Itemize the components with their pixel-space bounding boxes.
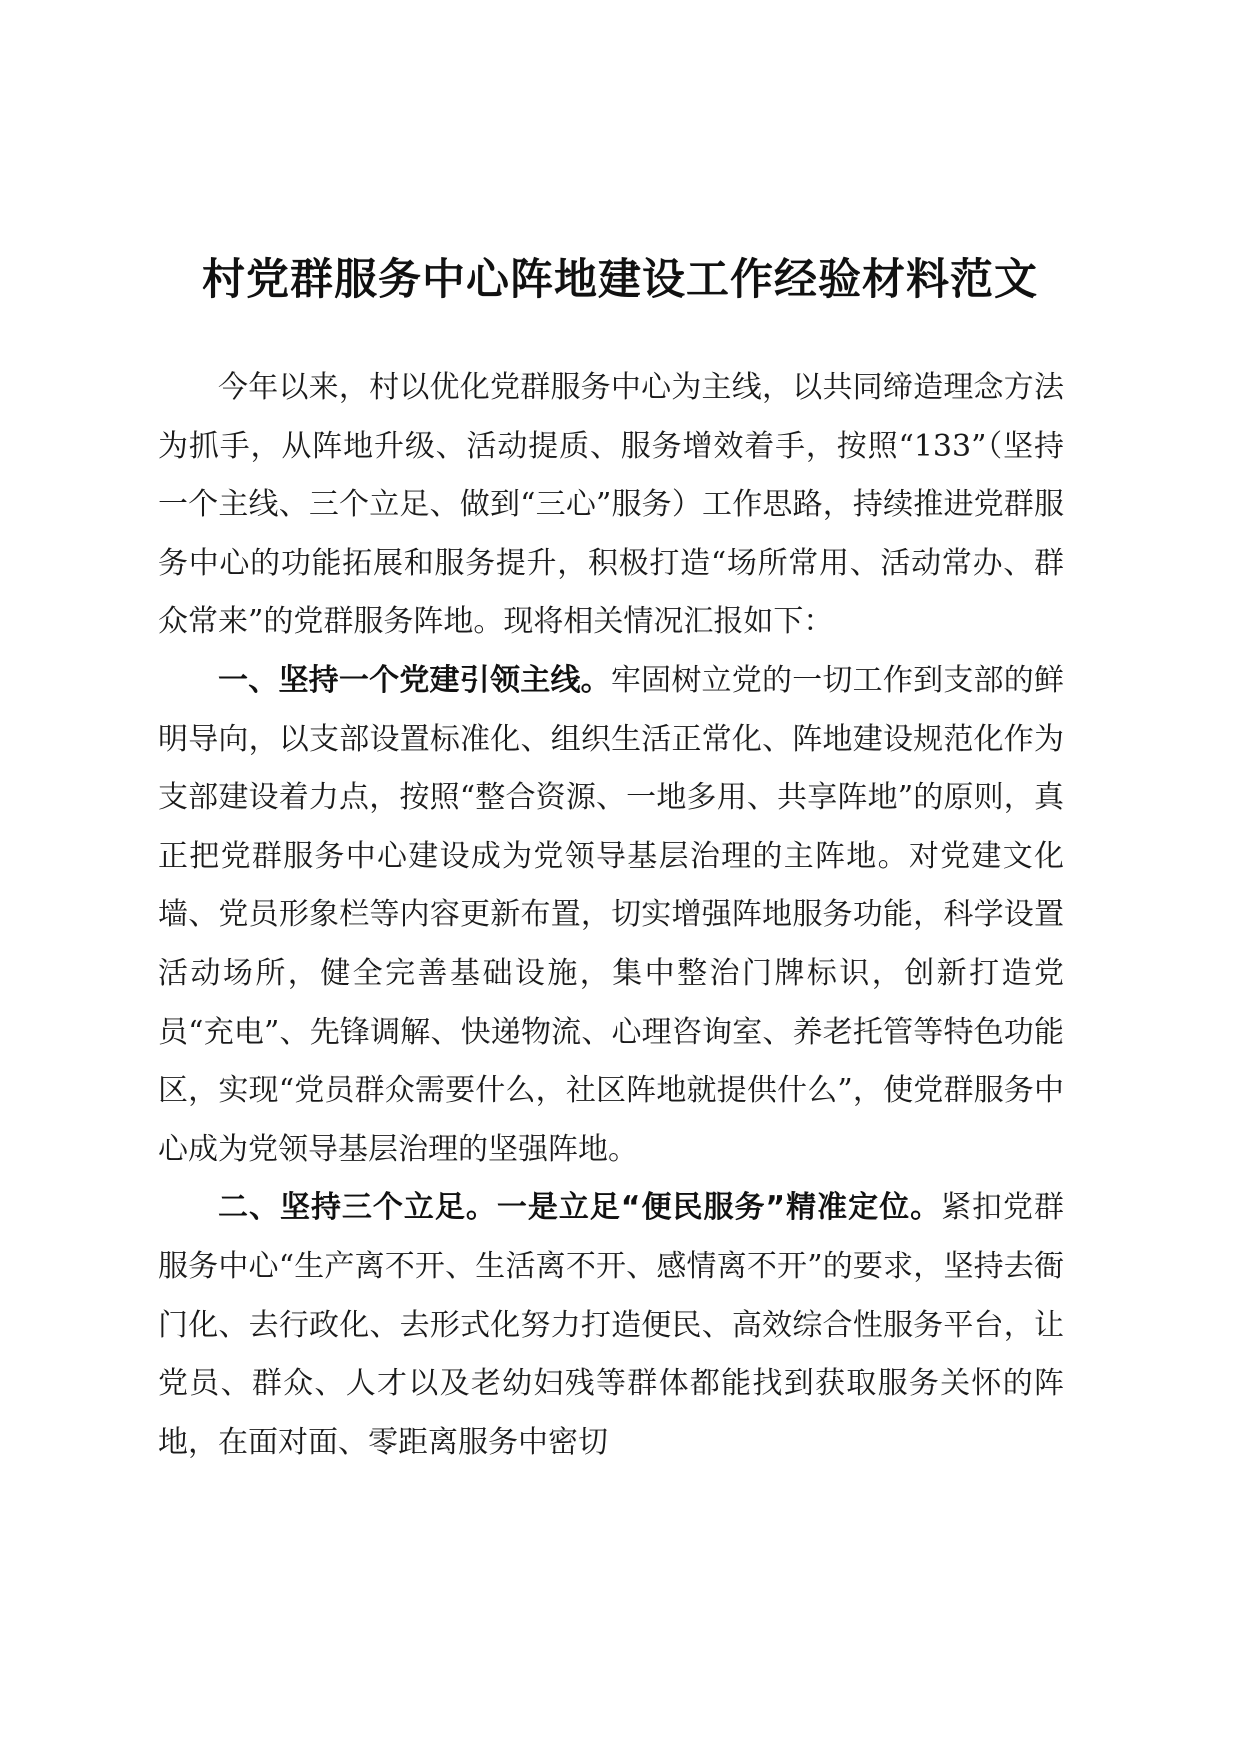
section-two-paragraph bbox=[158, 1179, 1064, 1472]
intro-paragraph-text: 今年以来，村以优化党群服务中心为主线，以共同缔造理念方法为抓手，从阵地升级、活动提质、服务增效着手，按照“133”（坚持一个主线、三个立足、做到“三心”服务）工作思路，持续推进党群服务中心的功能拓展和服务提升，积极打造“场所常用、活动常办、群众常来”的党群服务阵地。现将相关情况汇报如下： bbox=[158, 370, 1064, 640]
section-one-heading: 一、坚持一个党建引领主线。 bbox=[218, 662, 611, 698]
document-body bbox=[158, 359, 1064, 1472]
section-two-heading: 二、坚持三个立足。 bbox=[218, 1190, 497, 1226]
document-title: 村党群服务中心阵地建设工作经验材料范文 bbox=[202, 255, 1038, 305]
section-one-paragraph bbox=[158, 652, 1064, 1179]
intro-paragraph bbox=[158, 359, 1064, 652]
section-two-text: 紧扣党群服务中心“生产离不开、生活离不开、感情离不开”的要求，坚持去衙门化、去行政化、去形式化努力打造便民、高效综合性服务平台，让党员、群众、人才以及老幼妇残等群体都能找到获取服务关怀的阵地，在面对面、零距离服务中密切 bbox=[158, 1190, 1065, 1460]
section-two-subheading: 一是立足“便民服务”精准定位。 bbox=[496, 1190, 942, 1226]
section-one-text: 牢固树立党的一切工作到支部的鲜明导向，以支部设置标准化、组织生活正常化、阵地建设规范化作为支部建设着力点，按照“整合资源、一地多用、共享阵地”的原则，真正把党群服务中心建设成为党领导基层治理的主阵地。对党建文化墙、党员形象栏等内容更新布置，切实增强阵地服务功能，科学设置活动场所，健全完善基础设施，集中整治门牌标识，创新打造党员“充电”、先锋调解、快递物流、心理咨询室、养老托管等特色功能区，实现“党员群众需要什么，社区阵地就提供什么”，使党群服务中心成为党领导基层治理的坚强阵地。 bbox=[158, 662, 1065, 1167]
